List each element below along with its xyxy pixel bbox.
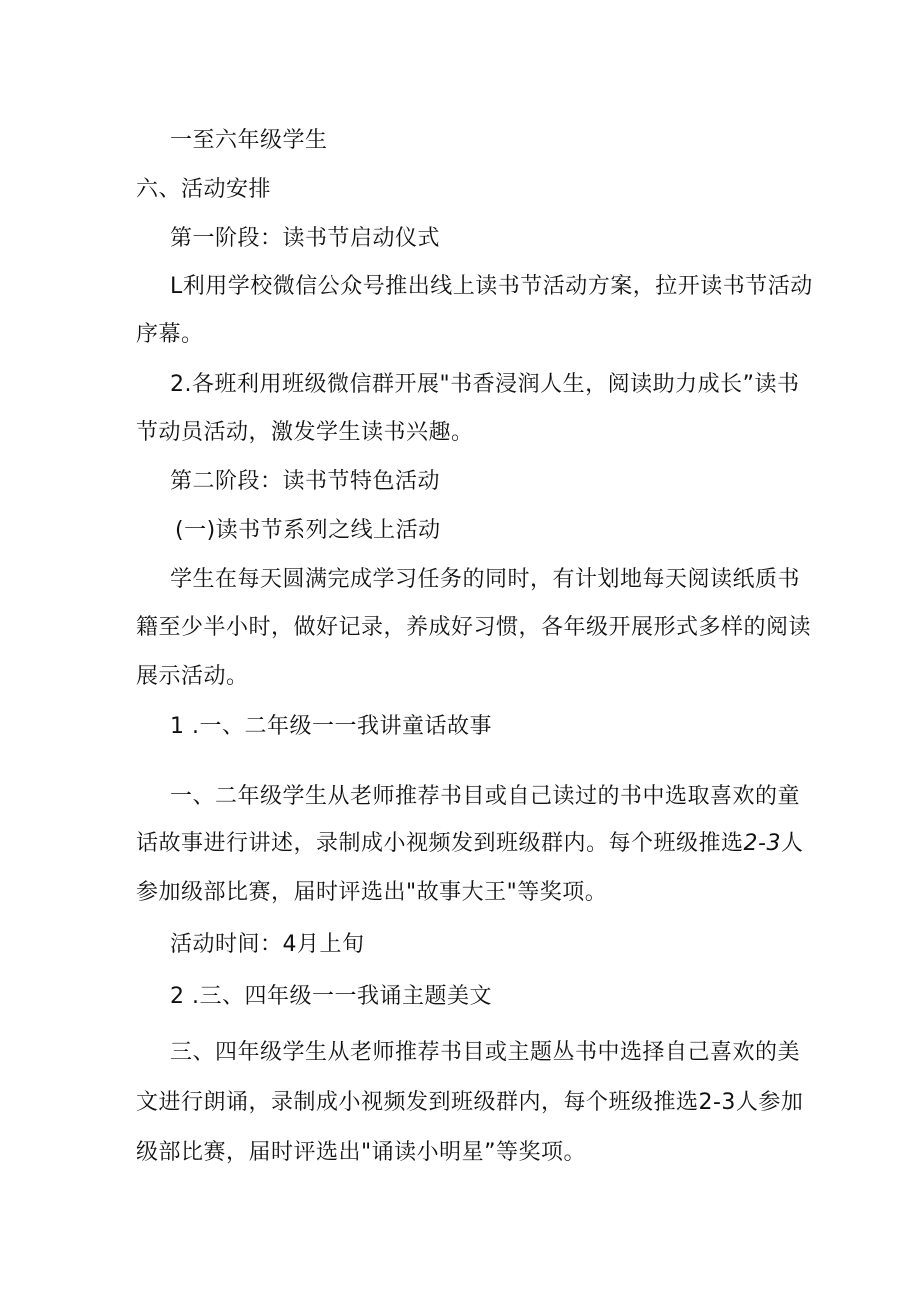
text-line: 节动员活动，激发学生读书兴趣。 [136, 420, 474, 445]
text-line: 2.各班利用班级微信群开展"书香浸润人生，阅读助力成长”读书 [170, 372, 800, 397]
text-line: 序幕。 [136, 322, 204, 347]
subsection-heading: (一)读书节系列之线上活动 [175, 518, 441, 543]
text-line: L利用学校微信公众号推出线上读书节活动方案，拉开读书节活动 [170, 274, 813, 299]
text-line: 参加级部比赛，届时评选出"故事大王"等奖项。 [136, 880, 608, 905]
text-line: 一、二年级学生从老师推荐书目或自己读过的书中选取喜欢的童 [170, 784, 801, 809]
text-line: 一至六年级学生 [170, 128, 328, 153]
text-segment: 话故事进行讲述，录制成小视频发到班级群内。每个班级推选 [136, 831, 744, 856]
text-line: 三、四年级学生从老师推荐书目或主题丛书中选择自己喜欢的美 [170, 1040, 801, 1065]
item-heading: 2 .三、四年级一一我诵主题美文 [170, 984, 492, 1009]
text-line: 展示活动。 [136, 664, 249, 689]
stage-heading: 第二阶段：读书节特色活动 [170, 469, 441, 494]
text-line: 级部比赛，届时评选出"诵读小明星”等奖项。 [136, 1140, 587, 1165]
number-range: 2-3 [743, 831, 781, 856]
item-heading: 1 .一、二年级一一我讲童话故事 [170, 714, 492, 739]
activity-time: 活动时间：4月上旬 [170, 932, 365, 957]
stage-heading: 第一阶段：读书节启动仪式 [170, 226, 441, 251]
text-line: 籍至少半小时，做好记录，养成好习惯，各年级开展形式多样的阅读 [136, 615, 812, 640]
section-heading: 六、活动安排 [136, 177, 272, 202]
text-segment: 人 [780, 831, 804, 856]
text-line: 文进行朗诵，录制成小视频发到班级群内，每个班级推选2-3人参加 [136, 1090, 804, 1115]
text-line [136, 829, 803, 859]
text-line: 学生在每天圆满完成学习任务的同时，有计划地每天阅读纸质书 [170, 567, 801, 592]
